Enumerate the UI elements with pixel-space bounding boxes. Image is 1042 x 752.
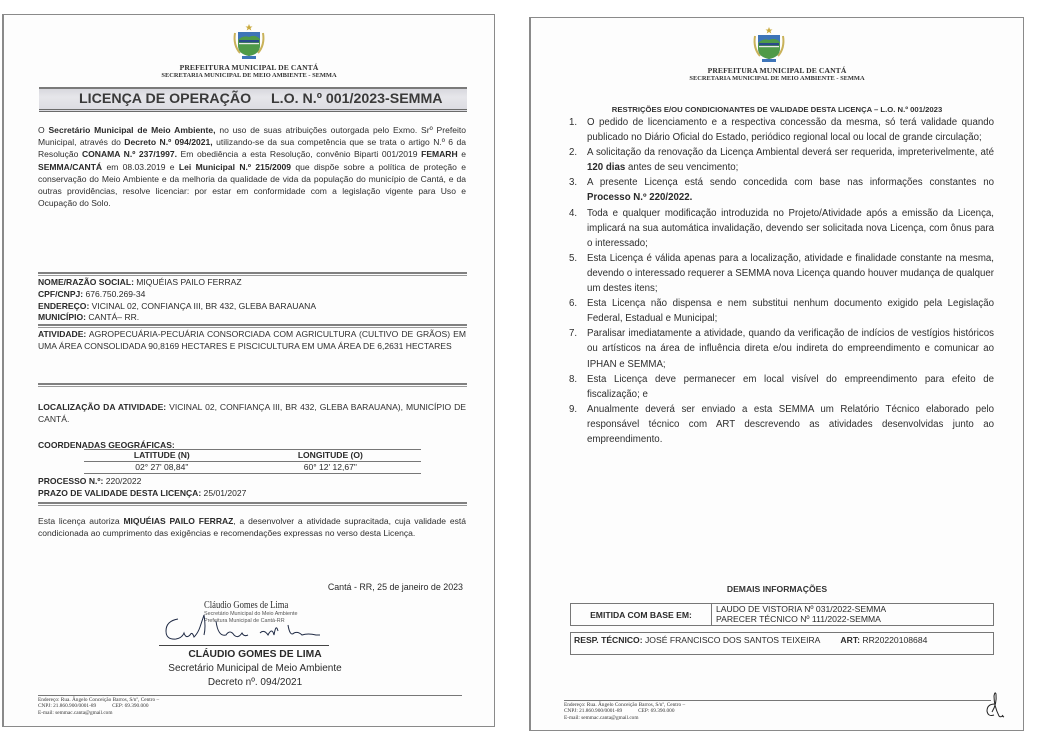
field-label: CPF/CNPJ: bbox=[38, 288, 84, 299]
intro-bold: CONAMA N.º 237/1997. bbox=[81, 149, 177, 160]
coordinates-label: COORDENADAS GEOGRÁFICAS: bbox=[38, 440, 175, 450]
condition-item bbox=[569, 251, 994, 296]
art-value: RR20220108684 bbox=[860, 635, 928, 645]
authorization-text: , a desenvolver a atividade supracitada, cuja validade está condicionada ao cumprimento das exigências e recomendações expressas no verso desta Licença. bbox=[38, 516, 466, 539]
intro-text: O bbox=[38, 125, 49, 135]
secretariat-header: SECRETARIA MUNICIPAL DE MEIO AMBIENTE - SEMMA bbox=[161, 72, 337, 79]
art-label: ART: bbox=[840, 635, 860, 645]
location-label: LOCALIZAÇÃO DA ATIVIDADE: bbox=[38, 402, 167, 412]
validity-value: 25/01/2027 bbox=[201, 487, 247, 498]
field-address bbox=[38, 301, 467, 313]
issuance-basis-box bbox=[570, 603, 994, 626]
intro-text: utilizando-se da sua competência que se trata o artigo N.º 6 da Resolução bbox=[38, 137, 466, 160]
intro-text: Em obediência a esta Resolução, convênio Biparti 001/2019 bbox=[176, 149, 422, 160]
condition-text: Esta Licença não dispensa e nem substitui nenhum documento exigido pela Legislação Federal, Estadual e Municipal; bbox=[587, 298, 994, 325]
footer-cnpj: CNPJ: 21.860.900/0001-89 bbox=[564, 708, 623, 715]
technical-responsible-box bbox=[570, 632, 994, 655]
process-number bbox=[38, 476, 246, 488]
longitude-value: 60° 12' 12,67" bbox=[240, 462, 421, 474]
condition-bold: Processo N.º 220/2022. bbox=[587, 192, 693, 204]
section-divider bbox=[38, 272, 467, 276]
footer-divider bbox=[38, 695, 462, 696]
issuance-basis-values bbox=[712, 604, 886, 625]
license-page-back bbox=[529, 17, 1024, 731]
license-number: L.O. N.º 001/2023-SEMMA bbox=[271, 91, 443, 107]
footer-address: Endereço: Rua. Ângelo Conceição Barros, S/nº, Centro – bbox=[38, 697, 160, 703]
condition-text: A solicitação da renovação da Licença Ambiental deverá ser requerida, impreterivelmente, até bbox=[587, 147, 994, 159]
footer-ids bbox=[564, 708, 685, 714]
page-footer bbox=[38, 697, 159, 716]
field-value: MIQUÉIAS PAILO FERRAZ bbox=[133, 277, 242, 287]
condition-number: 3. bbox=[569, 177, 578, 189]
license-title-band bbox=[39, 87, 467, 112]
footer-cep: CEP: 69.390.000 bbox=[112, 703, 149, 710]
signer-name: CLÁUDIO GOMES DE LIMA bbox=[188, 649, 322, 660]
municipality-header: PREFEITURA MUNICIPAL DE CANTÁ bbox=[707, 66, 847, 75]
signer-decree: Decreto nº. 094/2021 bbox=[207, 677, 303, 688]
technical-opinion: PARECER TÉCNICO Nº 111/2022-SEMMA bbox=[716, 613, 881, 624]
condition-item bbox=[569, 326, 994, 371]
condition-text: Esta Licença é válida apenas para a localização, atividade e finalidade constante na mesma, devendo o interessado requerer a SEMMA nova Licença quando houver mudança de qualquer um destes itens; bbox=[587, 252, 994, 295]
authorization-paragraph bbox=[38, 515, 466, 539]
field-cpf bbox=[38, 289, 467, 301]
intro-text: que dispõe sobre a política de proteção e conservação do Meio Ambiente e da melhoria da qualidade de vida da população do município de Cantá, e da outras providências, resolve licenciar: por estar em conformidade com a legislação vigente para Uso e Ocupação do Solo. bbox=[38, 161, 466, 209]
handwritten-signature-icon bbox=[156, 613, 336, 643]
longitude-header: LONGITUDE (O) bbox=[240, 450, 421, 462]
field-label: NOME/RAZÃO SOCIAL: bbox=[38, 277, 134, 287]
condition-text: O pedido de licenciamento e a respectiva concessão da mesma, só terá validade quando publicado no Diário Oficial do Estado, periódico regional local ou local de grande circulação; bbox=[587, 117, 994, 144]
issuance-basis-label: EMITIDA COM BASE EM: bbox=[571, 604, 712, 625]
conditions-list bbox=[569, 115, 994, 447]
municipal-coat-of-arms-icon bbox=[231, 23, 267, 61]
intro-bold: Secretário Municipal de Meio Ambiente, bbox=[48, 125, 216, 135]
stamp-name: Cláudio Gomes de Lima bbox=[204, 600, 289, 611]
license-intro-paragraph bbox=[38, 124, 466, 209]
field-value: 676.750.269-34 bbox=[83, 288, 146, 299]
process-label: PROCESSO N.º: bbox=[38, 476, 104, 486]
process-value: 220/2022 bbox=[103, 476, 142, 486]
condition-number: 9. bbox=[569, 403, 578, 415]
condition-number: 1. bbox=[569, 117, 578, 128]
license-page-front bbox=[2, 14, 495, 727]
latitude-value: 02° 27' 08,84" bbox=[84, 462, 240, 474]
intro-bold: Decreto N.º 094/2021, bbox=[124, 137, 213, 148]
field-municipality bbox=[38, 312, 467, 324]
process-and-validity bbox=[38, 476, 246, 500]
license-title: LICENÇA DE OPERAÇÃO bbox=[79, 91, 252, 107]
footer-email: E-mail: semmac.canta@gmail.com bbox=[564, 714, 639, 721]
footer-cnpj: CNPJ: 21.860.900/0001-89 bbox=[38, 703, 97, 710]
inspection-report: LAUDO DE VISTORIA Nº 031/2022-SEMMA bbox=[716, 604, 887, 614]
footer-cep: CEP: 69.390.000 bbox=[638, 708, 675, 715]
field-label: MUNICÍPIO: bbox=[38, 312, 86, 323]
signer-role: Secretário Municipal de Meio Ambiente bbox=[168, 663, 342, 674]
activity-label: ATIVIDADE: bbox=[38, 329, 87, 339]
condition-item bbox=[569, 175, 994, 205]
field-value: CANTÁ– RR. bbox=[85, 312, 140, 323]
licensee-details bbox=[38, 277, 467, 324]
handwritten-initials-icon bbox=[983, 690, 1009, 720]
condition-number: 4. bbox=[569, 207, 578, 219]
condition-text: antes de seu vencimento; bbox=[625, 162, 739, 174]
section-divider bbox=[38, 502, 467, 506]
activity-value: AGROPECUÁRIA-PECUÁRIA CONSORCIADA COM AGRICULTURA (CULTIVO DE GRÃOS) EM UMA ÁREA CONSOLIDADA 90,8169 HECTARES E PISCICULTURA EM UMA ÁREA DE 6,2631 HECTARES bbox=[38, 329, 466, 352]
condition-item bbox=[569, 402, 994, 447]
municipal-coat-of-arms-icon bbox=[751, 26, 787, 64]
footer-address: Endereço: Rua. Ângelo Conceição Barros, S/nº, Centro – bbox=[564, 702, 686, 708]
coordinates-table bbox=[84, 449, 421, 474]
field-value: VICINAL 02, CONFIANÇA III, BR 432, GLEBA BARAUANA bbox=[89, 300, 317, 311]
intro-bold: SEMMA/CANTÁ bbox=[38, 161, 103, 172]
footer-divider bbox=[564, 700, 991, 701]
field-label: ENDEREÇO: bbox=[38, 300, 90, 311]
authorization-bold: MIQUÉIAS PAILO FERRAZ bbox=[123, 516, 234, 526]
page-footer bbox=[564, 702, 685, 721]
intro-text: em 08.03.2019 e bbox=[102, 161, 179, 172]
authorization-text: Esta licença autoriza bbox=[38, 516, 124, 526]
condition-bold: 120 dias bbox=[587, 162, 626, 174]
latitude-header: LATITUDE (N) bbox=[84, 450, 240, 462]
intro-bold: Lei Municipal N.º 215/2009 bbox=[178, 161, 292, 172]
condition-item bbox=[569, 145, 994, 175]
footer-email: E-mail: semmac.canta@gmail.com bbox=[38, 709, 113, 716]
condition-number: 5. bbox=[569, 252, 578, 264]
condition-number: 8. bbox=[569, 373, 578, 385]
location-value: VICINAL 02, CONFIANÇA III, BR 432, GLEBA BARAUANA), MUNICÍPIO DE CANTÁ. bbox=[38, 402, 466, 425]
condition-number: 6. bbox=[569, 298, 578, 310]
activity-location bbox=[38, 401, 466, 425]
intro-bold: FEMARH bbox=[421, 149, 458, 160]
stamp-org: Prefeitura Municipal de Cantá-RR bbox=[204, 617, 285, 624]
condition-item bbox=[569, 296, 994, 326]
condition-text: Esta Licença deve permanecer em local visível do empreendimento para efeito de fiscalização; e bbox=[587, 373, 994, 400]
section-divider bbox=[38, 383, 467, 387]
condition-text: A presente Licença está sendo concedida com base nas informações constantes no bbox=[587, 177, 994, 189]
validity-date bbox=[38, 488, 246, 500]
condition-text: Paralisar imediatamente a atividade, quando da verificação de indícios de vestígios históricos ou artísticos na área de influência direta e/ou indireta do empreendimento e comunicar ao IPHAN e SEMMA; bbox=[587, 328, 994, 370]
other-info-title: DEMAIS INFORMAÇÕES bbox=[726, 584, 828, 594]
secretariat-header: SECRETARIA MUNICIPAL DE MEIO AMBIENTE - SEMMA bbox=[689, 75, 865, 82]
condition-item bbox=[569, 372, 994, 402]
condition-number: 2. bbox=[569, 147, 578, 159]
condition-text: Anualmente deverá ser enviado a esta SEMMA um Relatório Técnico elaborado pelo responsável técnico com ART descrevendo as atividades desenvolvidas junto ao empreendimento. bbox=[587, 403, 994, 445]
municipality-header: PREFEITURA MUNICIPAL DE CANTÁ bbox=[179, 63, 319, 72]
condition-item bbox=[569, 115, 994, 145]
intro-text: no uso de suas atribuições outorgada pelo Exmo. Srº Prefeito Municipal, através do bbox=[38, 125, 466, 148]
field-name bbox=[38, 277, 467, 289]
place-and-date: Cantá - RR, 25 de janeiro de 2023 bbox=[327, 582, 463, 592]
validity-label: PRAZO DE VALIDADE DESTA LICENÇA: bbox=[38, 487, 202, 498]
footer-ids bbox=[38, 703, 159, 709]
resp-label: RESP. TÉCNICO: bbox=[574, 635, 643, 645]
stamp-role: Secretário Municipal do Meio Ambiente bbox=[204, 611, 298, 617]
signature-line bbox=[159, 645, 329, 646]
condition-item bbox=[569, 206, 994, 251]
intro-text: e bbox=[457, 149, 466, 160]
activity-description bbox=[38, 328, 466, 352]
restrictions-title: RESTRIÇÕES E/OU CONDICIONANTES DE VALIDADE DESTA LICENÇA – L.O. N.º 001/2023 bbox=[611, 105, 943, 114]
condition-text: Toda e qualquer modificação introduzida no Projeto/Atividade após a emissão da Licença, implicará na sua automática invalidação, devendo ser solicitada nova Licença, com ônus para o interessado; bbox=[587, 207, 994, 249]
condition-number: 7. bbox=[569, 328, 578, 340]
resp-value: JOSÉ FRANCISCO DOS SANTOS TEIXEIRA bbox=[642, 635, 821, 645]
